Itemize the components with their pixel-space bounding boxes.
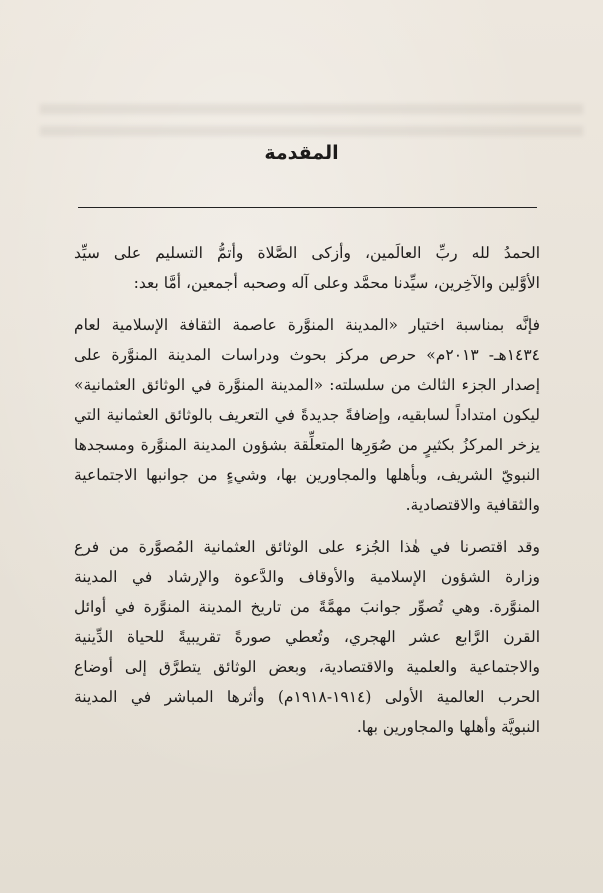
text-line: وقد اقتصرنا في هٰذا الجُزء على الوثائق العثمانية المُصوَّرة من فرع [74,538,540,556]
text-line: الأوَّلين والآخِرين، سيِّدنا محمَّد وعلى آله وصحبه أجمعين، أمَّا بعد: [133,274,540,292]
text-line: النبويَّة وأهلها والمجاورين بها. [356,718,540,736]
text-line: وزارة الشؤون الإسلامية والأوقاف والدَّعوة والإرشاد في المدينة [74,568,540,586]
page-title: المقدمة [264,142,339,164]
text-line: والثقافية والاقتصادية. [405,496,540,514]
text-line: ليكون امتداداً لسابقيه، وإضافةً جديدةً في التعريف بالوثائق العثمانية التي [74,406,540,424]
body-text [74,238,540,742]
text-line: فإنَّه بمناسبة اختيار «المدينة المنوَّرة عاصمة الثقافة الإسلامية لعام [74,316,540,334]
text-line: ١٤٣٤هـ- ٢٠١٣م» حرص مركز بحوث ودراسات المدينة المنوَّرة على [74,346,540,364]
paragraph-1 [74,238,540,298]
text-line: القرن الرَّابع عشر الهجري، وتُعطي صورةً تقريبيةً للحياة الدِّينية [74,628,540,646]
text-line: إصدار الجزء الثالث من سلسلته: «المدينة المنوَّرة في الوثائق العثمانية» [74,376,540,394]
title-divider [78,207,537,208]
paragraph-3 [74,532,540,742]
paragraph-2 [74,310,540,520]
text-line: والاجتماعية والعلمية والاقتصادية، وبعض الوثائق يتطرَّق إلى أوضاع [74,658,540,676]
text-line: الحرب العالمية الأولى (١٩١٤-١٩١٨م) وأثرها المباشر في المدينة [74,688,541,706]
text-line: المنوَّرة. وهي تُصوِّر جوانبَ مهمَّةً من تاريخ المدينة المنوَّرة في أوائل [74,598,540,616]
show-through-shadow [40,104,583,114]
text-line: يزخر المركزُ بكثيرٍ من صُوَرِها المتعلِّقة بشؤون المدينة المنوَّرة ومسجدها [74,436,540,454]
text-line: النبويّ الشريف، وبأهلها والمجاورين بها، وشيءٍ من جوانبها الاجتماعية [74,466,540,484]
text-line: الحمدُ لله ربِّ العالَمين، وأزكى الصَّلاة وأتمُّ التسليم على سيِّد [74,244,540,262]
show-through-shadow [40,126,583,136]
